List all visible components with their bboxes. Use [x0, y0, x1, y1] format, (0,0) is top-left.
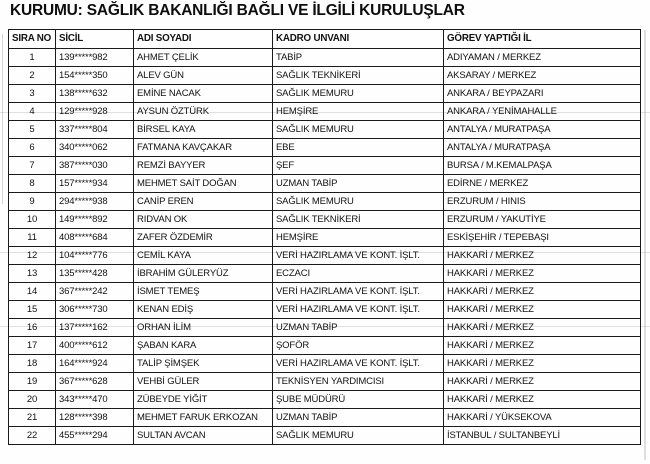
table-row — [9, 391, 641, 409]
cell-sicil: 149*****892 — [56, 211, 134, 229]
cell-il: HAKKARİ / MERKEZ — [444, 355, 641, 373]
cell-sira: 7 — [9, 157, 56, 175]
cell-ad: ŞABAN KARA — [134, 337, 273, 355]
cell-kadro: TABİP — [273, 49, 444, 67]
cell-ad: ALEV GÜN — [134, 67, 273, 85]
table-row — [9, 427, 641, 445]
cell-kadro: ŞOFÖR — [273, 337, 444, 355]
cell-il: İSTANBUL / SULTANBEYLİ — [444, 427, 641, 445]
table-row — [9, 247, 641, 265]
cell-ad: AHMET ÇELİK — [134, 49, 273, 67]
cell-ad: EMİNE NACAK — [134, 85, 273, 103]
cell-ad: ZAFER ÖZDEMİR — [134, 229, 273, 247]
cell-il: ANKARA / YENİMAHALLE — [444, 103, 641, 121]
cell-ad: TALİP ŞİMŞEK — [134, 355, 273, 373]
column-header-gorev-yaptigi-il: GÖREV YAPTIĞI İL — [444, 30, 641, 49]
column-header-sira-no: SIRA NO — [9, 30, 56, 49]
cell-kadro: TEKNİSYEN YARDIMCISI — [273, 373, 444, 391]
table-row — [9, 409, 641, 427]
cell-sira: 14 — [9, 283, 56, 301]
cell-sira: 21 — [9, 409, 56, 427]
scan-edge-left — [2, 34, 3, 204]
cell-sicil: 138*****632 — [56, 85, 134, 103]
cell-sira: 6 — [9, 139, 56, 157]
cell-ad: CANİP EREN — [134, 193, 273, 211]
cell-sicil: 129*****928 — [56, 103, 134, 121]
table-header — [9, 30, 641, 49]
cell-ad: CEMİL KAYA — [134, 247, 273, 265]
cell-sicil: 340*****062 — [56, 139, 134, 157]
cell-kadro: UZMAN TABİP — [273, 175, 444, 193]
table-row — [9, 211, 641, 229]
table-row — [9, 229, 641, 247]
cell-ad: SULTAN AVCAN — [134, 427, 273, 445]
cell-il: HAKKARİ / MERKEZ — [444, 265, 641, 283]
cell-sicil: 367*****242 — [56, 283, 134, 301]
personnel-table-container — [8, 29, 640, 445]
cell-ad: RIDVAN OK — [134, 211, 273, 229]
cell-sicil: 343*****470 — [56, 391, 134, 409]
cell-sicil: 157*****934 — [56, 175, 134, 193]
cell-ad: FATMANA KAVÇAKAR — [134, 139, 273, 157]
table-row — [9, 121, 641, 139]
cell-sicil: 128*****398 — [56, 409, 134, 427]
table-row — [9, 175, 641, 193]
table-row — [9, 301, 641, 319]
cell-sicil: 139*****982 — [56, 49, 134, 67]
table-row — [9, 193, 641, 211]
cell-ad: İBRAHİM GÜLERYÜZ — [134, 265, 273, 283]
cell-il: BURSA / M.KEMALPAŞA — [444, 157, 641, 175]
cell-il: HAKKARİ / MERKEZ — [444, 319, 641, 337]
cell-sira: 16 — [9, 319, 56, 337]
table-row — [9, 139, 641, 157]
cell-il: HAKKARİ / MERKEZ — [444, 283, 641, 301]
cell-ad: ZÜBEYDE YİĞİT — [134, 391, 273, 409]
cell-sira: 9 — [9, 193, 56, 211]
cell-kadro: ŞUBE MÜDÜRÜ — [273, 391, 444, 409]
cell-sira: 17 — [9, 337, 56, 355]
table-row — [9, 355, 641, 373]
cell-il: ANTALYA / MURATPAŞA — [444, 139, 641, 157]
cell-sira: 2 — [9, 67, 56, 85]
cell-sira: 20 — [9, 391, 56, 409]
table-body — [9, 49, 641, 445]
cell-il: HAKKARİ / MERKEZ — [444, 337, 641, 355]
cell-sicil: 164*****924 — [56, 355, 134, 373]
cell-sicil: 337*****804 — [56, 121, 134, 139]
cell-sira: 10 — [9, 211, 56, 229]
cell-kadro: EBE — [273, 139, 444, 157]
table-header-row — [9, 30, 641, 49]
table-row — [9, 337, 641, 355]
cell-il: ERZURUM / HINIS — [444, 193, 641, 211]
cell-sicil: 104*****776 — [56, 247, 134, 265]
cell-il: ANTALYA / MURATPAŞA — [444, 121, 641, 139]
table-row — [9, 373, 641, 391]
cell-kadro: SAĞLIK TEKNİKERİ — [273, 67, 444, 85]
cell-ad: VEHBİ GÜLER — [134, 373, 273, 391]
cell-kadro: SAĞLIK MEMURU — [273, 121, 444, 139]
cell-ad: MEHMET FARUK ERKOZAN — [134, 409, 273, 427]
table-row — [9, 283, 641, 301]
table-row — [9, 85, 641, 103]
cell-kadro: UZMAN TABİP — [273, 319, 444, 337]
cell-kadro: ŞEF — [273, 157, 444, 175]
cell-kadro: HEMŞİRE — [273, 103, 444, 121]
cell-sicil: 135*****428 — [56, 265, 134, 283]
cell-ad: REMZİ BAYYER — [134, 157, 273, 175]
scan-edge-right — [644, 30, 646, 460]
cell-kadro: SAĞLIK MEMURU — [273, 427, 444, 445]
cell-kadro: UZMAN TABİP — [273, 409, 444, 427]
cell-ad: KENAN EDİŞ — [134, 301, 273, 319]
cell-kadro: ECZACI — [273, 265, 444, 283]
cell-sira: 11 — [9, 229, 56, 247]
cell-sicil: 306*****730 — [56, 301, 134, 319]
cell-il: HAKKARİ / MERKEZ — [444, 247, 641, 265]
cell-ad: BİRSEL KAYA — [134, 121, 273, 139]
cell-il: HAKKARİ / MERKEZ — [444, 391, 641, 409]
cell-sira: 22 — [9, 427, 56, 445]
cell-sira: 19 — [9, 373, 56, 391]
cell-sicil: 154*****350 — [56, 67, 134, 85]
cell-sira: 3 — [9, 85, 56, 103]
column-header-sicil: SİCİL — [56, 30, 134, 49]
cell-kadro: HEMŞİRE — [273, 229, 444, 247]
cell-kadro: VERİ HAZIRLAMA VE KONT. İŞLT. — [273, 247, 444, 265]
cell-sicil: 387*****030 — [56, 157, 134, 175]
cell-sicil: 137*****162 — [56, 319, 134, 337]
cell-ad: ORHAN İLİM — [134, 319, 273, 337]
table-row — [9, 103, 641, 121]
cell-sira: 5 — [9, 121, 56, 139]
table-row — [9, 319, 641, 337]
cell-sira: 13 — [9, 265, 56, 283]
cell-il: ADIYAMAN / MERKEZ — [444, 49, 641, 67]
cell-sira: 12 — [9, 247, 56, 265]
cell-sira: 8 — [9, 175, 56, 193]
column-header-adi-soyadi: ADI SOYADI — [134, 30, 273, 49]
cell-sira: 15 — [9, 301, 56, 319]
cell-il: ANKARA / BEYPAZARI — [444, 85, 641, 103]
cell-il: AKSARAY / MERKEZ — [444, 67, 641, 85]
cell-kadro: VERİ HAZIRLAMA VE KONT. İŞLT. — [273, 283, 444, 301]
table-row — [9, 49, 641, 67]
cell-sicil: 367*****628 — [56, 373, 134, 391]
cell-sicil: 408*****684 — [56, 229, 134, 247]
table-row — [9, 265, 641, 283]
cell-il: ERZURUM / YAKUTİYE — [444, 211, 641, 229]
cell-il: EDİRNE / MERKEZ — [444, 175, 641, 193]
cell-il: HAKKARİ / YÜKSEKOVA — [444, 409, 641, 427]
table-row — [9, 157, 641, 175]
cell-sicil: 455*****294 — [56, 427, 134, 445]
cell-il: HAKKARİ / MERKEZ — [444, 373, 641, 391]
table-row — [9, 67, 641, 85]
page-title: KURUMU: SAĞLIK BAKANLIĞI BAĞLI VE İLGİLİ KURULUŞLAR — [10, 2, 465, 19]
cell-ad: AYSUN ÖZTÜRK — [134, 103, 273, 121]
cell-kadro: SAĞLIK TEKNİKERİ — [273, 211, 444, 229]
cell-kadro: SAĞLIK MEMURU — [273, 193, 444, 211]
cell-sira: 4 — [9, 103, 56, 121]
cell-kadro: SAĞLIK MEMURU — [273, 85, 444, 103]
cell-kadro: VERİ HAZIRLAMA VE KONT. İŞLT. — [273, 301, 444, 319]
cell-sicil: 400*****612 — [56, 337, 134, 355]
cell-il: HAKKARİ / MERKEZ — [444, 301, 641, 319]
column-header-kadro-unvani: KADRO UNVANI — [273, 30, 444, 49]
cell-il: ESKİŞEHİR / TEPEBAŞI — [444, 229, 641, 247]
cell-sicil: 294*****938 — [56, 193, 134, 211]
cell-ad: MEHMET SAİT DOĞAN — [134, 175, 273, 193]
cell-kadro: VERİ HAZIRLAMA VE KONT. İŞLT. — [273, 355, 444, 373]
personnel-table — [8, 29, 641, 445]
cell-ad: İSMET TEMEŞ — [134, 283, 273, 301]
cell-sira: 1 — [9, 49, 56, 67]
cell-sira: 18 — [9, 355, 56, 373]
